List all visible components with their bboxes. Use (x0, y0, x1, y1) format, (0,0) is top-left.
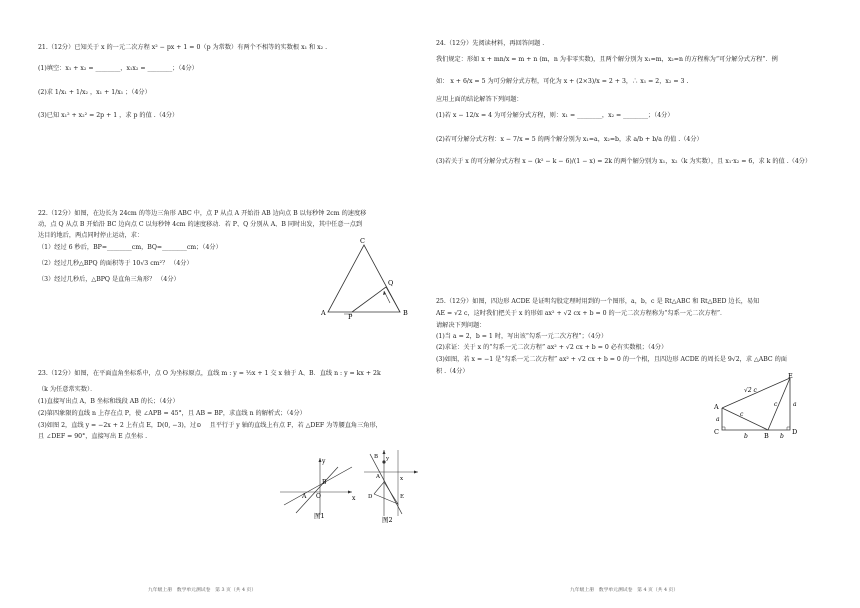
svg-text:y: y (322, 458, 326, 465)
q21-part3: (3)已知 x₁² + x₂² = 2p + 1 ，求 p 的值 .（4分） (38, 112, 179, 119)
svg-text:y: y (386, 456, 390, 462)
q25-part3b: 积 .（4分） (436, 368, 469, 375)
label-c: C (360, 237, 365, 245)
q24-part3: (3)若关于 x 的可分解分式方程 x − (k² − k − 6)/(1 − x) = 2k 的两个解分别为 x₁，x₂（k 为实数），且 x₁·x₂ = 6，求 k 的值 .（4分） (436, 158, 812, 165)
label-side-c-ab: c (740, 411, 744, 418)
label-sqrt2c: √2 c (744, 387, 757, 394)
label-side-b-right: b (780, 433, 784, 440)
svg-text:D: D (368, 494, 373, 500)
q22-part2: （2）经过几秒△BPQ 的面积等于 10√3 cm²？ （4分） (38, 260, 193, 267)
svg-text:x: x (352, 495, 356, 502)
triangle-abc-figure (320, 235, 415, 320)
label-a: A (714, 403, 719, 411)
right-footer: 九年级上册 数学单元测试卷 第 4 页（共 4 页） (570, 587, 679, 593)
label-e: E (788, 372, 793, 380)
q23-part2: (2)第四象限的直线 n 上存在点 P，使 ∠APB = 45°，且 AB = BP，求直线 n 的解析式；（4分） (38, 410, 306, 417)
q24-line3: 应用上面的结论解答下列问题： (436, 96, 523, 103)
q25-part2: (2)求证：关于 x 的“勾系一元二次方程” ax² + √2 cx + b = 0 必有实数根；（4分） (436, 344, 668, 351)
q24-line2: 如： x + 6/x = 5 为可分解分式方程，可化为 x + (2×3)/x = 2 + 3，∴ x₁ = 2，x₂ = 3 . (436, 78, 689, 85)
q23-line2: （k 为任意常实数）． (38, 386, 97, 393)
q25-line2: AE = √2 c，这时我们把关于 x 的形如 ax² + √2 cx + b = 0 的一元二次方程称为“勾系一元二次方程”． (436, 310, 727, 317)
q23-part3: (3)如图 2，直线 y = −2x + 2 上有点 E，D(0, −3)，过⊙ 且平行于 y 轴的直线上有点 F，若 △DEF 为等腰直角三角形， (38, 422, 382, 429)
q24-part2: (2)若可分解分式方程：x − 7/x = 5 的两个解分别为 x₁=a，x₂=b，求 a/b + b/a 的值 .（4分） (436, 136, 703, 143)
label-a: A (321, 309, 326, 317)
svg-text:x: x (400, 476, 404, 482)
q25-line3: 请解决下列问题： (436, 322, 486, 329)
q22-line3: 达目的地后，两点同时停止运动，求： (38, 232, 144, 239)
q23-line1: 23.（12分）如图，在平面直角坐标系中，点 O 为坐标原点，直线 m : y = ½x + 1 交 x 轴于 A、B．直线 n : y = kx + 2k (38, 370, 381, 377)
label-c: C (714, 428, 719, 436)
q21-part2: (2)求 1/x₁ + 1/x₂ ，x₁ + 1/x₁ ；（4分） (38, 89, 151, 96)
svg-text:A: A (302, 493, 307, 500)
q23-part3b: 且 ∠DEF = 90°，直接写出 E 点坐标 . (38, 433, 148, 440)
q22-part1: （1）经过 6 秒后，BP=________cm，BQ=________cm；（4分） (38, 244, 222, 251)
q22-line1: 22.（12分）如图，在边长为 24cm 的等边三角形 ABC 中，点 P 从点 A 开始沿 AB 边向点 B 以每秒钟 2cm 的速度移 (38, 210, 367, 217)
q25-part1: (1)当 a = 2，b = 1 时，写出该“勾系一元二次方程”；（4分） (436, 333, 608, 340)
coordinate-figure-2 (362, 448, 420, 523)
label-b: B (764, 432, 769, 440)
q23-part1: (1)直接写出点 A，B 坐标和线段 AB 的长；（4分） (38, 398, 179, 405)
label-q: Q (388, 279, 394, 287)
q24-part1: (1)若 x − 12/x = 4 为可分解分式方程，则：x₁ = ________，x₂ = ________；（4分） (436, 112, 674, 119)
q21-title: 21.（12分）已知关于 x 的一元二次方程 x² − px + 1 = 0（p 为常数）有两个不相等的实数根 x₁ 和 x₂ . (38, 44, 328, 51)
q24-line1: 我们规定：形如 x + mn/x = m + n (m，n 为非零实数)，且两个解分别为 x₁=m，x₂=n 的方程称为“可分解分式方程”．例 (436, 56, 778, 63)
label-p: P (348, 313, 353, 320)
label-side-a-right: a (793, 401, 797, 408)
acde-trapezoid-figure (710, 372, 804, 440)
q22-line2: 动，点 Q 从点 B 开始沿 BC 边向点 C 以每秒钟 4cm 的速度移动．若 P、Q 分别从 A、B 同时出发，其中任意一点到 (38, 221, 363, 228)
svg-text:A: A (376, 474, 380, 480)
fig2-caption: 图2 (382, 516, 393, 523)
q24-title: 24.（12分）先阅读材料，再回答问题 . (436, 40, 545, 47)
q22-part3: （3）经过几秒后，△BPQ 是直角三角形？ （4分） (38, 276, 180, 283)
label-b: B (403, 309, 408, 317)
right-page (430, 0, 860, 608)
svg-text:O: O (316, 493, 321, 500)
label-side-b-bottom: b (744, 433, 748, 440)
q25-part3: (3)如图，若 x = −1 是“勾系一元二次方程” ax² + √2 cx + b = 0 的一个根，且四边形 ACDE 的周长是 9√2，求 △ABC 的面 (436, 356, 787, 363)
svg-text:E: E (400, 494, 405, 500)
q25-line1: 25.（12分）如图，四边形 ACDE 是证明勾股定理时用到的一个图形，a，b，c 是 Rt△ABC 和 Rt△BED 边长，易知 (436, 298, 760, 305)
q21-part1: (1)填空：x₁ + x₂ = ________，x₁x₂ = ________；（4分） (38, 65, 198, 72)
coordinate-figure-1 (278, 455, 358, 520)
label-side-c-be: c (774, 401, 778, 408)
left-footer: 九年级上册 数学单元测试卷 第 3 页（共 4 页） (148, 587, 257, 593)
label-side-a-left: a (716, 416, 720, 423)
label-d: D (792, 428, 798, 436)
fig1-caption: 图1 (314, 512, 325, 520)
svg-text:B: B (374, 454, 379, 460)
svg-text:B: B (322, 479, 327, 486)
